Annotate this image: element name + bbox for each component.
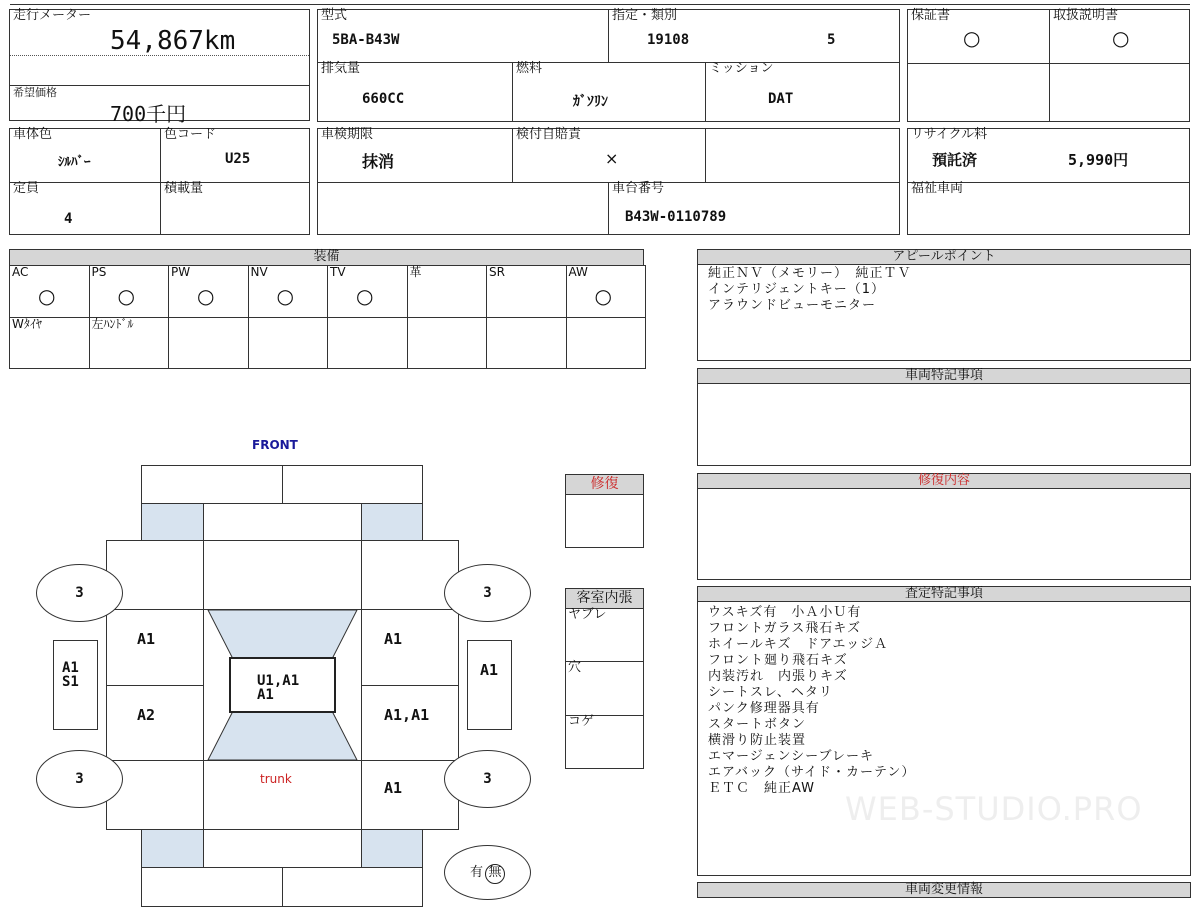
- right-front-door: [361, 609, 459, 686]
- right-rear-fender-label: A1: [384, 779, 403, 797]
- rear-left-light: [141, 829, 204, 868]
- fuel-cell: [512, 62, 706, 122]
- recycle-amount: 5,990円: [1068, 151, 1129, 169]
- tire-front-right: [444, 564, 531, 622]
- model-cell: [317, 9, 609, 63]
- rear-bumper-right: [282, 867, 423, 907]
- capacity-label: 定員: [13, 181, 40, 196]
- fuel-label: 燃料: [516, 61, 543, 76]
- interior-row: [565, 608, 644, 662]
- right-rear-door-label: A1,A1: [384, 706, 430, 724]
- front-bumper-right: [282, 465, 423, 504]
- equipment-cell: [9, 317, 90, 369]
- tire-rear-left-value: 3: [75, 771, 84, 787]
- front-label: FRONT: [252, 438, 298, 452]
- mileage-cell: [9, 8, 310, 126]
- front-bumper-left: [141, 465, 283, 504]
- tire-rear-left: [36, 750, 123, 808]
- equipment-label: Wﾀｲﾔ: [12, 317, 42, 331]
- equipment-cell: [89, 317, 170, 369]
- blank-cell-2: [317, 182, 609, 235]
- watermark: WEB-STUDIO.PRO: [845, 790, 1143, 828]
- right-front-door-label: A1: [384, 630, 403, 648]
- left-rear-door-label: A2: [137, 706, 156, 724]
- blank-cell: [705, 128, 900, 183]
- equipment-cell: [327, 317, 408, 369]
- spare-presence: [444, 845, 531, 900]
- equipment-header: 装備: [9, 249, 644, 266]
- body-color-cell: [9, 128, 161, 183]
- tire-front-left-value: 3: [75, 585, 84, 601]
- chassis-value: B43W-0110789: [625, 209, 727, 225]
- transmission-cell: [705, 62, 900, 122]
- displacement-label: 排気量: [321, 61, 361, 76]
- hood: [203, 540, 362, 610]
- repair-box: [565, 494, 644, 548]
- interior-row-label: コゲ: [568, 714, 595, 729]
- left-rear-door: [106, 685, 204, 761]
- mileage-value: 54,867km: [110, 26, 236, 56]
- equipment-cell: [168, 265, 249, 318]
- displacement-cell: [317, 62, 513, 122]
- rear-bumper-left: [141, 867, 283, 907]
- assessment-line: フロントガラス飛石キズ: [708, 621, 861, 636]
- recycle-status: 預託済: [932, 151, 978, 169]
- insurance-cell: [512, 128, 706, 183]
- equipment-label: NV: [250, 265, 268, 279]
- mileage-label: 走行メーター: [13, 8, 92, 23]
- insurance-value: ×: [605, 149, 619, 168]
- assessment-line: ＥＴＣ 純正AW: [708, 781, 816, 796]
- capacity-cell: [9, 182, 161, 235]
- change-info-header: 車両変更情報: [697, 882, 1191, 898]
- front-right-light: [361, 503, 423, 541]
- inspection-label: 車検期限: [321, 127, 374, 142]
- equipment-mark: ○: [38, 284, 56, 308]
- equipment-mark: ○: [117, 284, 135, 308]
- interior-row: [565, 715, 644, 769]
- equipment-cell: [248, 265, 329, 318]
- load-label: 積載量: [164, 181, 204, 196]
- warranty-cell: [907, 9, 1050, 122]
- chassis-cell: [608, 182, 900, 235]
- equipment-label: 左ﾊﾝﾄﾞﾙ: [91, 317, 134, 331]
- equipment-label: PW: [171, 265, 191, 279]
- equipment-cell: [486, 317, 567, 369]
- equipment-cell: [566, 317, 647, 369]
- manual-cell: [1049, 9, 1190, 122]
- assessment-line: ホイールキズ ドアエッジＡ: [708, 637, 889, 652]
- appeal-line: アラウンドビューモニター: [708, 298, 877, 313]
- displacement-value: 660CC: [362, 91, 405, 107]
- right-sill-label: A1: [480, 661, 499, 679]
- equipment-mark: ○: [197, 284, 215, 308]
- equipment-mark: ○: [594, 284, 612, 308]
- equipment-cell: [327, 265, 408, 318]
- color-code-value: U25: [225, 151, 251, 167]
- transmission-value: DAT: [768, 91, 794, 107]
- interior-row: [565, 661, 644, 716]
- transmission-label: ミッション: [709, 61, 774, 76]
- welfare-label: 福祉車両: [911, 181, 964, 196]
- repair-header: 修復: [565, 474, 644, 495]
- appeal-line: インテリジェントキー（1）: [708, 282, 886, 297]
- rear-right-light: [361, 829, 423, 868]
- hood-front: [203, 503, 362, 541]
- assessment-line: シートスレ、ヘタリ: [708, 685, 833, 700]
- assessment-header: 査定特記事項: [697, 586, 1191, 602]
- right-rear-door: [361, 685, 459, 761]
- left-sill: [53, 640, 98, 730]
- vehicle-notes-header: 車両特記事項: [697, 368, 1191, 384]
- assessment-line: スタートボタン: [708, 717, 807, 732]
- left-front-door: [106, 609, 204, 686]
- inspection-cell: [317, 128, 513, 183]
- roof-label: U1,A1 A1: [257, 673, 300, 703]
- assessment-line: エマージェンシーブレーキ: [708, 749, 874, 764]
- right-rear-fender: [361, 760, 459, 830]
- load-cell: [160, 182, 310, 235]
- equipment-cell: [248, 317, 329, 369]
- interior-row-label: 穴: [568, 660, 582, 675]
- assessment-line: 内装汚れ 内張りキズ: [708, 669, 848, 684]
- price-label: 希望価格: [13, 86, 57, 99]
- front-left-light: [141, 503, 204, 541]
- equipment-mark: ○: [356, 284, 374, 308]
- warranty-mark: ○: [963, 26, 981, 50]
- rear-panel: [203, 829, 362, 868]
- body-color-value: ｼﾙﾊﾞｰ: [58, 155, 91, 170]
- fuel-value: ｶﾞｿﾘﾝ: [573, 94, 608, 110]
- left-sill-label: A1 S1: [62, 660, 79, 690]
- equipment-cell: [566, 265, 647, 318]
- inspection-value: 抹消: [362, 152, 395, 171]
- left-front-door-label: A1: [137, 630, 156, 648]
- appeal-line: 純正ＮＶ（メモリー） 純正ＴＶ: [708, 266, 912, 281]
- equipment-cell: [407, 317, 488, 369]
- manual-mark: ○: [1112, 26, 1130, 50]
- assessment-line: パンク修理器具有: [708, 701, 820, 716]
- roof: [229, 657, 336, 713]
- tire-rear-right-value: 3: [483, 771, 492, 787]
- color-code-cell: [160, 128, 310, 183]
- assessment-line: フロント廻り飛石キズ: [708, 653, 848, 668]
- appeal-header: アピールポイント: [697, 249, 1191, 265]
- appeal-panel: [697, 264, 1191, 361]
- designation-label: 指定・類別: [612, 8, 678, 23]
- price-value: 700千円: [110, 102, 187, 126]
- assessment-panel: [697, 601, 1191, 876]
- body-color-label: 車体色: [13, 127, 53, 142]
- equipment-cell: [168, 317, 249, 369]
- color-code-label: 色コード: [164, 127, 217, 142]
- tire-front-left: [36, 564, 123, 622]
- welfare-cell: [907, 182, 1190, 235]
- recycle-label: リサイクル料: [911, 127, 988, 142]
- equipment-label: 革: [409, 265, 422, 279]
- insurance-label: 検付自賠責: [516, 127, 582, 142]
- equipment-label: AC: [12, 265, 29, 279]
- chassis-label: 車台番号: [612, 181, 665, 196]
- equipment-label: TV: [330, 265, 346, 279]
- top-strip: [10, 0, 1190, 5]
- equipment-label: AW: [568, 265, 588, 279]
- equipment-mark: ○: [276, 284, 294, 308]
- repair-details-panel: [697, 488, 1191, 580]
- equipment-label: PS: [91, 265, 107, 279]
- equipment-cell: [407, 265, 488, 318]
- vehicle-notes-panel: [697, 383, 1191, 466]
- manual-label: 取扱説明書: [1053, 8, 1119, 23]
- repair-details-header: 修復内容: [697, 473, 1191, 489]
- assessment-line: ウスキズ有 小Ａ小Ｕ有: [708, 605, 862, 620]
- interior-row-label: ヤブレ: [568, 607, 607, 622]
- designation-cell: [608, 9, 900, 63]
- trunk: [203, 760, 362, 830]
- warranty-label: 保証書: [911, 8, 951, 23]
- designation-value-2: 5: [827, 32, 836, 48]
- model-label: 型式: [321, 8, 348, 23]
- tire-front-right-value: 3: [483, 585, 492, 601]
- tire-rear-right: [444, 750, 531, 808]
- equipment-label: SR: [489, 265, 505, 279]
- assessment-line: エアバック（サイド・カーテン）: [708, 765, 916, 780]
- presence-yes: 有: [469, 865, 483, 880]
- presence-no: 無: [485, 864, 505, 884]
- assessment-line: 横滑り防止装置: [708, 733, 807, 748]
- interior-header: 客室内張: [565, 588, 644, 609]
- model-value: 5BA-B43W: [332, 32, 400, 48]
- equipment-cell: [486, 265, 567, 318]
- recycle-cell: [907, 128, 1190, 183]
- designation-value-1: 19108: [647, 32, 690, 48]
- equipment-cell: [9, 265, 90, 318]
- right-sill: [467, 640, 512, 730]
- trunk-label: trunk: [260, 772, 292, 786]
- equipment-cell: [89, 265, 170, 318]
- capacity-value: 4: [64, 211, 73, 227]
